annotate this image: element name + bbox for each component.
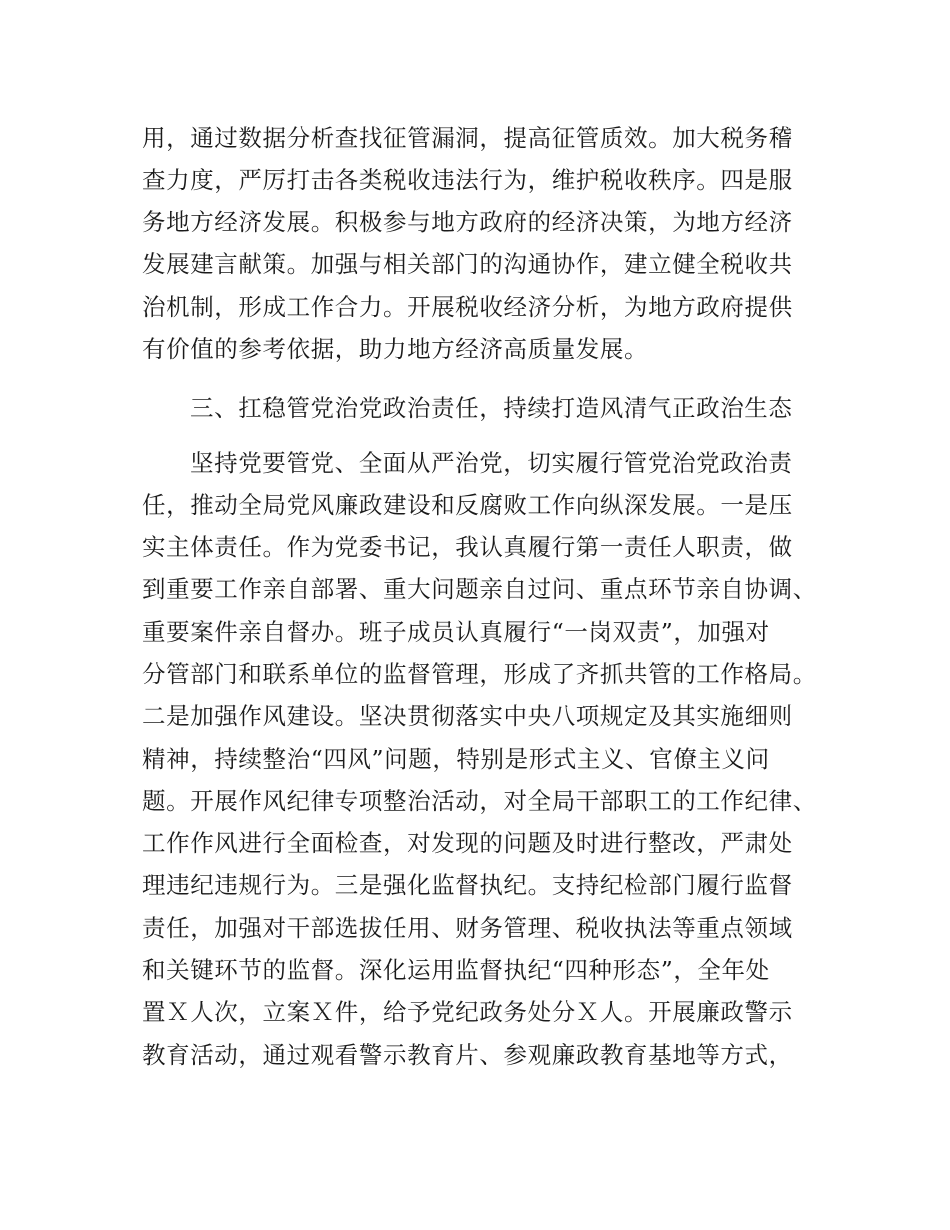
paragraph-line: 工作作风进行全面检查，对发现的问题及时进行整改，严肃处 bbox=[142, 829, 793, 857]
paragraph-line: 任，推动全局党风廉政建设和反腐败工作向纵深发展。一是压 bbox=[142, 491, 793, 519]
paragraph-line: 分管部门和联系单位的监督管理，形成了齐抓共管的工作格局。 bbox=[142, 660, 817, 688]
paragraph-line: 教育活动，通过观看警示教育片、参观廉政教育基地等方式， bbox=[142, 1041, 793, 1069]
paragraph-line: 务地方经济发展。积极参与地方政府的经济决策，为地方经济 bbox=[142, 208, 793, 236]
paragraph-line: 发展建言献策。加强与相关部门的沟通协作，建立健全税收共 bbox=[142, 250, 793, 278]
paragraph-line: 和关键环节的监督。深化运用监督执纪“四种形态”，全年处 bbox=[142, 956, 770, 984]
paragraph-line: 精神，持续整治“四风”问题，特别是形式主义、官僚主义问 bbox=[142, 745, 770, 773]
paragraph-line: 重要案件亲自督办。班子成员认真履行“一岗双责”，加强对 bbox=[142, 618, 770, 646]
paragraph-line: 到重要工作亲自部署、重大问题亲自过问、重点环节亲自协调、 bbox=[142, 575, 817, 603]
paragraph-line: 置Ｘ人次，立案Ｘ件，给予党纪政务处分Ｘ人。开展廉政警示 bbox=[142, 998, 793, 1026]
section-heading: 三、扛稳管党治党政治责任，持续打造风清气正政治生态 bbox=[190, 394, 793, 422]
paragraph-line: 有价值的参考依据，助力地方经济高质量发展。 bbox=[142, 335, 649, 363]
paragraph-line: 责任，加强对干部选拔任用、财务管理、税收执法等重点领域 bbox=[142, 914, 793, 942]
paragraph-line: 坚持党要管党、全面从严治党，切实履行管党治党政治责 bbox=[190, 449, 793, 477]
paragraph-line: 实主体责任。作为党委书记，我认真履行第一责任人职责，做 bbox=[142, 533, 793, 561]
paragraph-line: 治机制，形成工作合力。开展税收经济分析，为地方政府提供 bbox=[142, 293, 793, 321]
paragraph-line: 理违纪违规行为。三是强化监督执纪。支持纪检部门履行监督 bbox=[142, 871, 793, 899]
paragraph-line: 题。开展作风纪律专项整治活动，对全局干部职工的工作纪律、 bbox=[142, 787, 817, 815]
paragraph-line: 用，通过数据分析查找征管漏洞，提高征管质效。加大税务稽 bbox=[142, 124, 793, 152]
paragraph-line: 二是加强作风建设。坚决贯彻落实中央八项规定及其实施细则 bbox=[142, 702, 793, 730]
paragraph-line: 查力度，严厉打击各类税收违法行为，维护税收秩序。四是服 bbox=[142, 166, 793, 194]
